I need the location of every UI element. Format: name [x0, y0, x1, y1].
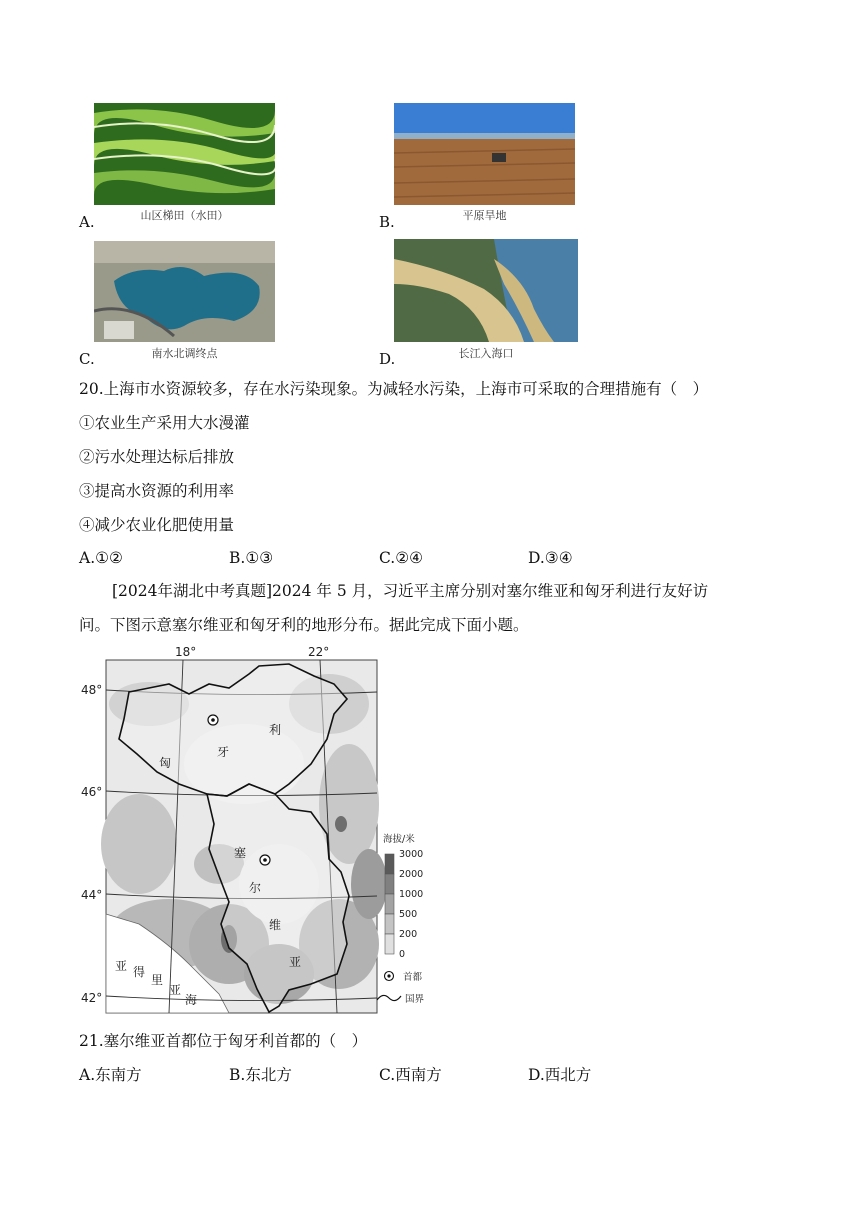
serbia-char-4: 亚 — [289, 955, 302, 969]
lon-label-22: 22° — [308, 645, 330, 659]
q20-item-3: ③提高水资源的利用率 — [79, 482, 235, 500]
legend-level-0: 0 — [399, 949, 406, 960]
q20-item-2: ②污水处理达标后排放 — [79, 448, 235, 466]
q21-choice-d[interactable]: D.西北方 — [528, 1066, 592, 1084]
q21-choice-b[interactable]: B.东北方 — [229, 1066, 292, 1084]
option-d-caption: 长江入海口 — [458, 347, 514, 360]
option-d-letter: D. — [379, 350, 396, 368]
legend-swatch-3000 — [385, 854, 394, 874]
sea-char-2: 得 — [133, 965, 146, 979]
sea-char-3: 里 — [151, 973, 164, 987]
legend-swatch-200 — [385, 934, 394, 954]
legend-swatch-1000 — [385, 894, 394, 914]
estuary-photo — [394, 239, 578, 342]
option-c-caption: 南水北调终点 — [151, 347, 218, 360]
q21-choice-a[interactable]: A.东南方 — [79, 1066, 142, 1084]
sea-char-4: 亚 — [169, 983, 182, 997]
legend-swatch-2000 — [385, 874, 394, 894]
legend-swatch-500 — [385, 914, 394, 934]
q20-choice-d[interactable]: D.③④ — [528, 549, 573, 567]
legend-capital-label: 首都 — [403, 972, 423, 983]
sea-char-1: 亚 — [115, 959, 128, 973]
q20-choice-a[interactable]: A.①② — [79, 549, 123, 567]
hungary-char-2: 牙 — [217, 745, 230, 759]
lat-label-46: 46° — [81, 785, 103, 799]
q21-choice-c[interactable]: C.西南方 — [379, 1066, 442, 1084]
capital-belgrade-icon — [260, 855, 270, 865]
q20-item-4: ④减少农业化肥使用量 — [79, 516, 235, 534]
legend-level-500: 500 — [399, 909, 418, 920]
map-legend — [377, 833, 425, 1005]
legend-level-1000: 1000 — [399, 889, 424, 900]
serbia-char-1: 塞 — [234, 846, 247, 860]
capital-budapest-icon — [208, 715, 218, 725]
lat-label-44: 44° — [81, 888, 103, 902]
option-b-caption: 平原旱地 — [462, 209, 507, 222]
q20-item-1: ①农业生产采用大水漫灌 — [79, 414, 250, 432]
lat-label-48: 48° — [81, 683, 103, 697]
q20-choice-c[interactable]: C.②④ — [379, 549, 424, 567]
intro-line-1: [2024年湖北中考真题]2024 年 5 月，习近平主席分别对塞尔维亚和匈牙利进行友好访 — [112, 582, 709, 600]
lon-label-18: 18° — [175, 645, 197, 659]
terrain-map — [79, 644, 439, 1020]
q20-stem: 20.上海市水资源较多，存在水污染现象。为减轻水污染，上海市可采取的合理措施有（ ） — [79, 380, 709, 398]
terrace-photo — [94, 103, 275, 205]
legend-border-label: 国界 — [405, 994, 425, 1005]
serbia-char-2: 尔 — [249, 881, 262, 895]
legend-border-icon — [377, 995, 401, 1000]
option-b-letter: B. — [379, 213, 395, 231]
lat-label-42: 42° — [81, 991, 103, 1005]
option-a-caption: 山区梯田（水田） — [140, 209, 229, 222]
legend-title: 海拔/米 — [383, 834, 415, 845]
q21-stem: 21.塞尔维亚首都位于匈牙利首都的（ ） — [79, 1032, 368, 1050]
intro-line-2: 问。下图示意塞尔维亚和匈牙利的地形分布。据此完成下面小题。 — [79, 616, 529, 634]
sea-char-5: 海 — [185, 993, 198, 1007]
plain-dryland-photo — [394, 103, 575, 205]
option-a-letter: A. — [79, 213, 95, 231]
legend-level-2000: 2000 — [399, 869, 424, 880]
hungary-char-3: 利 — [269, 723, 282, 737]
reservoir-photo — [94, 241, 275, 342]
serbia-char-3: 维 — [269, 918, 282, 932]
legend-capital-icon — [385, 972, 394, 981]
option-c-letter: C. — [79, 350, 95, 368]
q20-choice-b[interactable]: B.①③ — [229, 549, 274, 567]
legend-level-200: 200 — [399, 929, 418, 940]
hungary-char-1: 匈 — [159, 756, 172, 770]
legend-level-3000: 3000 — [399, 849, 424, 860]
